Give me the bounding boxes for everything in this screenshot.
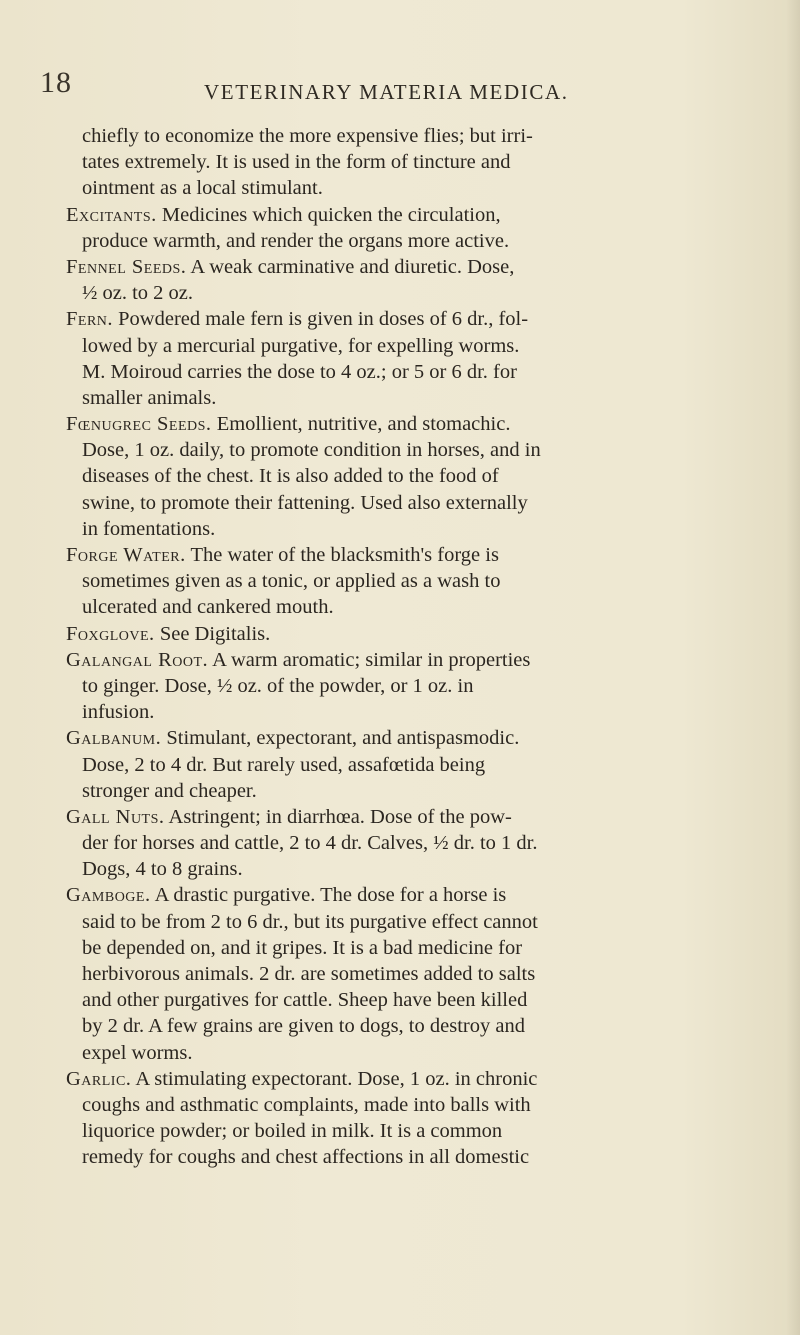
- entry-term: Garlic.: [66, 1067, 132, 1090]
- entry-text: Stimulant, expectorant, and antispasmodic.: [161, 727, 520, 750]
- entry-term: Fennel Seeds.: [66, 255, 187, 278]
- entry-text: ointment as a local stimulant.: [82, 177, 323, 200]
- text-line: [66, 673, 776, 699]
- text-line: [66, 594, 776, 620]
- entry-text: in fomentations.: [82, 517, 216, 540]
- text-line: [66, 778, 776, 804]
- entry-text: Powdered male fern is given in doses of 6 dr., fol-: [113, 308, 529, 331]
- entry-term: Foxglove.: [66, 622, 155, 645]
- entry-text: The water of the blacksmith's forge is: [185, 544, 499, 566]
- text-line: [66, 516, 776, 542]
- entry-text: produce warmth, and render the organs more active.: [82, 229, 510, 252]
- text-line: [66, 647, 776, 673]
- text-line: [66, 725, 776, 751]
- running-head: VETERINARY MATERIA MEDICA.: [204, 80, 569, 104]
- page-number: 18: [40, 66, 72, 99]
- entry-text: coughs and asthmatic complaints, made into balls with: [82, 1093, 531, 1116]
- entry-text: Astringent; in diarrhœa. Dose of the pow-: [164, 805, 512, 828]
- entry-text: lowed by a mercurial purgative, for expelling worms.: [82, 334, 520, 357]
- text-line: [66, 333, 776, 359]
- entry-text: ½ oz. to 2 oz.: [82, 282, 194, 305]
- text-line: [66, 306, 776, 332]
- entry-term: Fern.: [66, 308, 114, 331]
- text-line: [66, 961, 776, 987]
- entry-text: stronger and cheaper.: [82, 779, 257, 802]
- entry-text: Emollient, nutritive, and stomachic.: [211, 413, 511, 436]
- entry-text: A stimulating expectorant. Dose, 1 oz. in chronic: [131, 1067, 538, 1090]
- entry-text: A warm aromatic; similar in properties: [208, 648, 531, 671]
- text-line: [66, 909, 776, 935]
- text-line: [66, 542, 776, 568]
- entry-text: remedy for coughs and chest affections in all domestic: [82, 1146, 530, 1169]
- entry-text: herbivorous animals. 2 dr. are sometimes added to salts: [82, 963, 536, 985]
- entry-text: A drastic purgative. The dose for a horse is: [150, 884, 507, 907]
- text-line: [66, 699, 776, 725]
- text-line: [66, 856, 776, 882]
- body-text: [66, 123, 776, 1171]
- entry-text: Dose, 1 oz. daily, to promote condition in horses, and in: [82, 439, 541, 462]
- text-line: [66, 882, 776, 908]
- entry-text: See Digitalis.: [154, 622, 271, 645]
- entry-text: der for horses and cattle, 2 to 4 dr. Calves, ½ dr. to 1 dr.: [82, 832, 538, 855]
- text-line: [66, 359, 776, 385]
- text-line: [66, 437, 776, 463]
- entry-term: Gamboge.: [66, 884, 151, 907]
- entry-text: be depended on, and it gripes. It is a bad medicine for: [82, 936, 523, 959]
- text-line: [66, 123, 776, 149]
- page-edge-shadow: [786, 0, 800, 1335]
- entry-term: Fœnugrec Seeds.: [66, 413, 212, 436]
- page-header: [40, 66, 760, 114]
- entry-text: infusion.: [82, 701, 155, 724]
- text-line: [66, 490, 776, 516]
- entry-term: Galangal Root.: [66, 648, 209, 671]
- entry-text: said to be from 2 to 6 dr., but its purgative effect cannot: [82, 910, 538, 933]
- text-line: [66, 935, 776, 961]
- entry-text: liquorice powder; or boiled in milk. It is a common: [82, 1120, 503, 1143]
- entry-text: A weak carminative and diuretic. Dose,: [186, 255, 515, 278]
- text-line: [66, 1040, 776, 1066]
- entry-text: to ginger. Dose, ½ oz. of the powder, or 1 oz. in: [82, 674, 474, 697]
- entry-text: ulcerated and cankered mouth.: [82, 596, 334, 619]
- text-line: [66, 568, 776, 594]
- text-line: [66, 752, 776, 778]
- text-line: [66, 254, 776, 280]
- entry-text: Dose, 2 to 4 dr. But rarely used, assafœtida being: [82, 753, 486, 776]
- text-line: [66, 463, 776, 489]
- text-line: [66, 411, 776, 437]
- text-line: [66, 987, 776, 1013]
- text-line: [66, 202, 776, 228]
- entry-term: Excitants.: [66, 203, 157, 226]
- entry-text: M. Moiroud carries the dose to 4 oz.; or 5 or 6 dr. for: [82, 360, 517, 383]
- entry-text: and other purgatives for cattle. Sheep have been killed: [82, 989, 528, 1012]
- entry-text: by 2 dr. A few grains are given to dogs, to destroy and: [82, 1015, 525, 1038]
- text-line: [66, 175, 776, 201]
- entry-text: Medicines which quicken the circulation,: [156, 203, 501, 226]
- text-line: [66, 1092, 776, 1118]
- entry-text: smaller animals.: [82, 386, 217, 409]
- text-line: [66, 280, 776, 306]
- entry-text: tates extremely. It is used in the form of tincture and: [82, 151, 511, 174]
- entry-text: sometimes given as a tonic, or applied as a wash to: [82, 570, 501, 593]
- text-line: [66, 149, 776, 175]
- entry-term: Forge Water.: [66, 544, 186, 566]
- text-line: [66, 1118, 776, 1144]
- entry-text: Dogs, 4 to 8 grains.: [82, 858, 243, 881]
- text-line: [66, 621, 776, 647]
- text-line: [66, 228, 776, 254]
- text-line: [66, 804, 776, 830]
- text-line: [66, 1013, 776, 1039]
- entry-text: diseases of the chest. It is also added to the food of: [82, 465, 499, 488]
- entry-term: Galbanum.: [66, 727, 162, 750]
- text-line: [66, 830, 776, 856]
- entry-text: expel worms.: [82, 1041, 193, 1064]
- entry-text: chiefly to economize the more expensive flies; but irri-: [82, 125, 533, 147]
- entry-text: swine, to promote their fattening. Used also externally: [82, 491, 528, 514]
- text-line: [66, 1144, 776, 1170]
- text-line: [66, 1066, 776, 1092]
- entry-term: Gall Nuts.: [66, 805, 165, 828]
- text-line: [66, 385, 776, 411]
